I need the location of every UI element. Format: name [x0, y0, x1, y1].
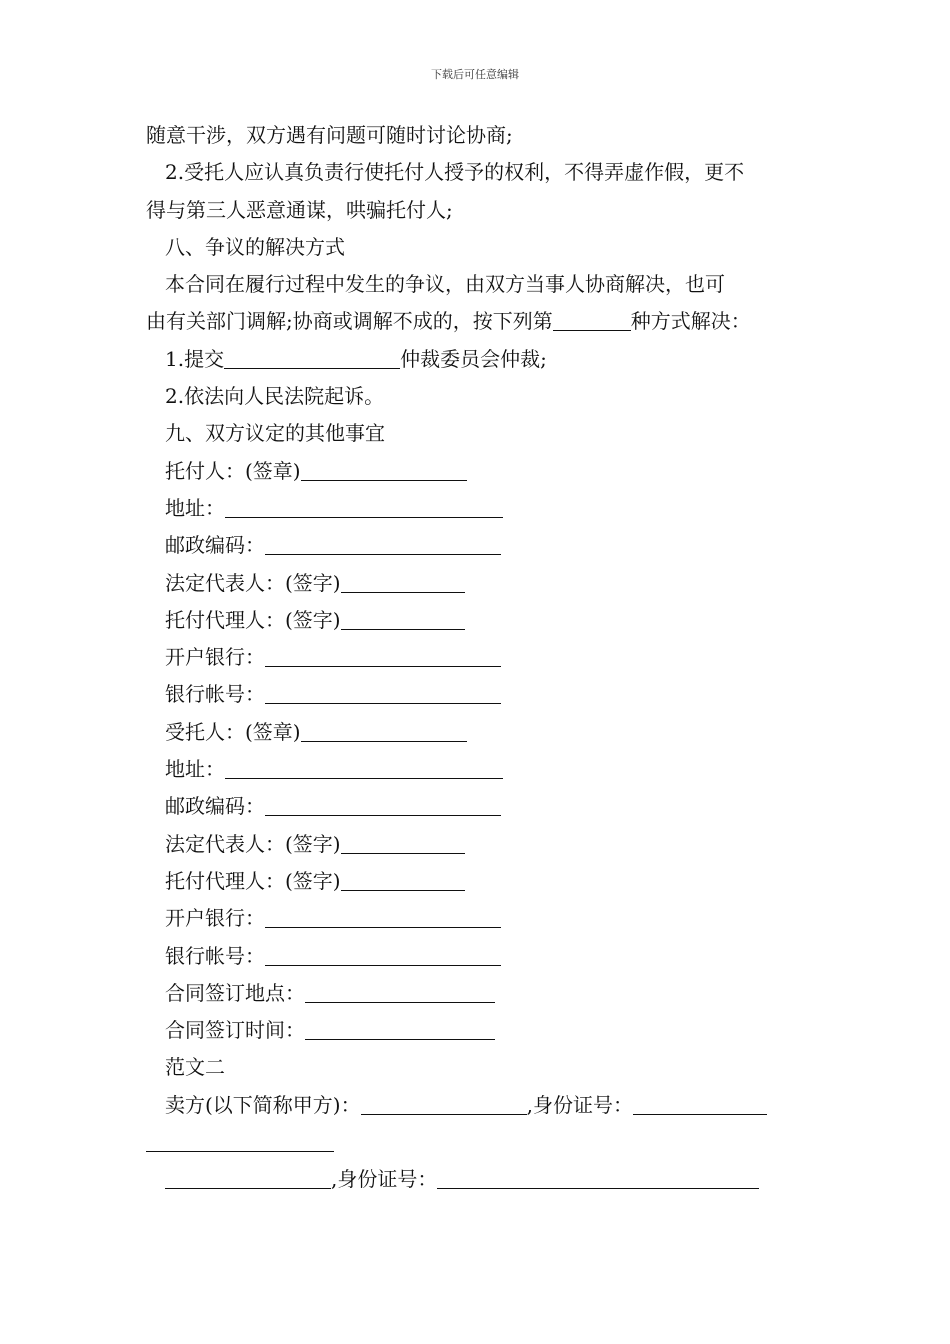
form-label: ,身份证号：	[526, 1092, 633, 1117]
form-row	[146, 863, 808, 900]
form-label: 邮政编码：	[165, 794, 265, 819]
form-label: ,身份证号：	[331, 1167, 438, 1192]
seller-id-continuation	[146, 1124, 808, 1161]
form-blank[interactable]	[265, 646, 501, 667]
form-label: 卖方(以下简称甲方)：	[165, 1092, 361, 1117]
form-label: 托付代理人：(签字)	[165, 868, 341, 893]
form-row	[146, 751, 808, 788]
form-label: 托付人：(签章)	[165, 458, 301, 483]
paragraph-line: 得与第三人恶意通谋，哄骗托付人;	[146, 197, 453, 222]
form-blank[interactable]	[301, 721, 467, 742]
paragraph-line	[146, 303, 808, 340]
form-blank[interactable]	[265, 683, 501, 704]
form-label: 银行帐号：	[165, 682, 265, 707]
buyer-name-blank[interactable]	[165, 1168, 331, 1189]
document-body	[146, 117, 808, 1199]
text-segment: 仲裁委员会仲裁;	[400, 346, 547, 371]
form-blank[interactable]	[225, 497, 503, 518]
blank-field[interactable]	[553, 310, 631, 331]
section-heading-9: 九、双方议定的其他事宜	[165, 421, 385, 446]
form-blank[interactable]	[265, 907, 501, 928]
form-row	[146, 826, 808, 863]
form-label: 托付代理人：(签字)	[165, 607, 341, 632]
form-label: 法定代表人：(签字)	[165, 831, 341, 856]
form-label: 法定代表人：(签字)	[165, 570, 341, 595]
form-label: 地址：	[165, 757, 225, 782]
form-blank[interactable]	[301, 460, 467, 481]
form-label: 邮政编码：	[165, 533, 265, 558]
form-blank[interactable]	[305, 1019, 495, 1040]
text-segment: 1.提交	[165, 346, 225, 371]
paragraph-line: 本合同在履行过程中发生的争议，由双方当事人协商解决，也可	[165, 272, 725, 297]
seller-id-blank-continued[interactable]	[146, 1131, 334, 1152]
form-label: 受托人：(签章)	[165, 719, 301, 744]
form-label: 合同签订地点：	[165, 980, 305, 1005]
form-row	[146, 788, 808, 825]
form-label: 地址：	[165, 495, 225, 520]
option-2: 2.依法向人民法院起诉。	[165, 384, 385, 409]
form-row	[146, 453, 808, 490]
section-heading-sample-2: 范文二	[165, 1055, 225, 1080]
form-blank[interactable]	[341, 572, 465, 593]
form-blank[interactable]	[225, 758, 503, 779]
text-segment: 由有关部门调解;协商或调解不成的，按下列第	[146, 309, 553, 334]
text-segment: 种方式解决：	[630, 309, 751, 334]
seller-row	[146, 1087, 808, 1124]
form-blank[interactable]	[341, 870, 465, 891]
section-heading-8: 八、争议的解决方式	[165, 234, 345, 259]
paragraph-line: 随意干涉，双方遇有问题可随时讨论协商;	[146, 123, 513, 147]
form-label: 银行帐号：	[165, 943, 265, 968]
form-row	[146, 900, 808, 937]
option-1	[146, 341, 808, 378]
form-row	[146, 975, 808, 1012]
form-blank[interactable]	[341, 833, 465, 854]
clause-2: 2.受托人应认真负责行使托付人授予的权利，不得弄虚作假，更不	[165, 160, 745, 185]
form-row	[146, 938, 808, 975]
buyer-id-blank[interactable]	[437, 1168, 759, 1189]
form-row	[146, 527, 808, 564]
page-header: 下载后可任意编辑	[431, 68, 519, 81]
form-label: 开户银行：	[165, 645, 265, 670]
form-blank[interactable]	[265, 795, 501, 816]
form-label: 合同签订时间：	[165, 1018, 305, 1043]
form-row	[146, 714, 808, 751]
form-blank[interactable]	[341, 609, 465, 630]
seller-name-blank[interactable]	[361, 1094, 527, 1115]
form-row	[146, 565, 808, 602]
seller-id-blank[interactable]	[633, 1094, 767, 1115]
form-row	[146, 1012, 808, 1049]
form-blank[interactable]	[265, 534, 501, 555]
form-label: 开户银行：	[165, 906, 265, 931]
form-row	[146, 602, 808, 639]
buyer-row	[146, 1161, 808, 1198]
form-row	[146, 676, 808, 713]
form-row	[146, 639, 808, 676]
form-blank[interactable]	[305, 982, 495, 1003]
arbitration-blank[interactable]	[224, 348, 400, 369]
form-blank[interactable]	[265, 945, 501, 966]
form-row	[146, 490, 808, 527]
